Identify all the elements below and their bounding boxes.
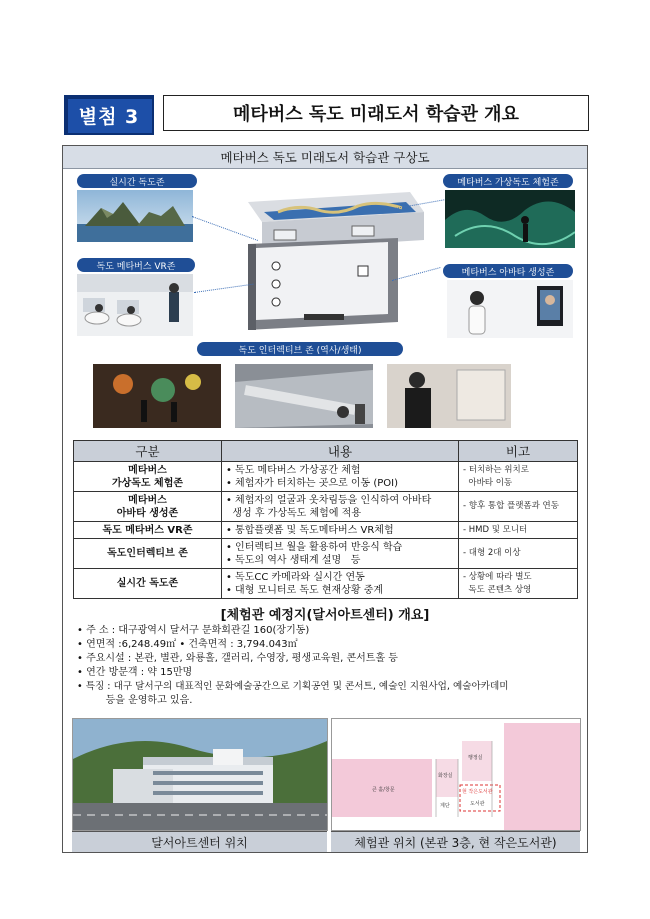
label-avatar-zone: 메타버스 아바타 생성존 (443, 264, 573, 278)
table-row (74, 522, 578, 539)
photo-dokdo-island (77, 190, 193, 242)
svg-text:도서관: 도서관 (470, 801, 485, 807)
table-header-row (74, 441, 578, 462)
zones-table (73, 440, 578, 599)
photo-interactive-wall (93, 364, 221, 428)
photo-visitor (387, 364, 511, 428)
row-note: - 상황에 따라 별도 독도 콘텐츠 상영 (458, 569, 577, 599)
table-row (74, 569, 578, 599)
photo-avatar-creation (447, 280, 573, 338)
table-row (74, 539, 578, 569)
svg-text:행정실: 행정실 (468, 755, 483, 761)
photo-virtual-dokdo (445, 190, 575, 248)
floor-plan-3d (238, 182, 428, 332)
header-note: 비고 (458, 441, 577, 462)
photo-art-center (72, 718, 328, 831)
row-content: • 독도 메타버스 가상공간 체험 • 체험자가 터치하는 곳으로 이동 (POI) (221, 462, 458, 492)
row-note: - 터치하는 위치로 아바타 이동 (458, 462, 577, 492)
header-category: 구분 (74, 441, 222, 462)
label-interactive-zone: 독도 인터렉티브 존 (역사/생태) (197, 342, 403, 356)
caption-art-center: 달서아트센터 위치 (72, 831, 327, 852)
attachment-badge: 별첨 3 (64, 95, 154, 135)
svg-text:계단: 계단 (440, 803, 450, 809)
photo-vr-experience (77, 274, 193, 336)
info-features: • 특징 : 대구 달서구의 대표적인 문화예술공간으로 기획공연 및 콘서트, 예술인 지원사업, 예술아카데미 (77, 681, 509, 692)
info-visitors: • 연간 방문객 : 약 15만명 (77, 667, 193, 678)
venue-title: [체험관 예정지(달서아트센터) 개요] (220, 608, 430, 623)
layout-heading: 메타버스 독도 미래도서 학습관 구상도 (63, 146, 587, 169)
row-category: 독도인터렉티브 존 (74, 539, 222, 569)
row-category: 실시간 독도존 (74, 569, 222, 599)
table-row (74, 462, 578, 492)
table-row (74, 492, 578, 522)
svg-text:화장실: 화장실 (438, 773, 453, 779)
photo-projection-room (235, 364, 373, 428)
page-title: 메타버스 독도 미래도서 학습관 개요 (163, 95, 589, 131)
row-content: • 체험자의 얼굴과 옷차림등을 인식하여 아바타 생성 후 가상독도 체험에 적용 (221, 492, 458, 522)
label-vr-zone: 독도 메타버스 VR존 (77, 258, 195, 272)
row-content: • 독도CC 카메라와 실시간 연동 • 대형 모니터로 독도 현재상황 중계 (221, 569, 458, 599)
svg-text:큰 홀/창문: 큰 홀/창문 (372, 787, 395, 793)
label-realtime-zone: 실시간 독도존 (77, 174, 197, 188)
row-category: 메타버스 아바타 생성존 (74, 492, 222, 522)
venue-info (77, 624, 577, 708)
info-area: • 연면적 :6,248.49㎡ • 건축면적 : 3,794.043㎡ (77, 639, 298, 650)
row-note: - 향후 통합 플랫폼과 연동 (458, 492, 577, 522)
row-content: • 인터렉티브 월을 활용하여 반응식 학습 • 독도의 역사 생태계 설명 등 (221, 539, 458, 569)
row-note: - HMD 및 모니터 (458, 522, 577, 539)
label-virtual-zone: 메타버스 가상독도 체험존 (443, 174, 573, 188)
info-features-cont: 등을 운영하고 있음. (77, 695, 193, 706)
svg-text:현 작은도서관: 현 작은도서관 (462, 789, 493, 795)
row-content: • 통합플랫폼 및 독도메타버스 VR체험 (221, 522, 458, 539)
info-facilities: • 주요시설 : 본관, 별관, 와룡홀, 갤러리, 수영장, 평생교육원, 콘서트홀 등 (77, 653, 398, 664)
content-frame (62, 145, 588, 853)
row-category: 메타버스 가상독도 체험존 (74, 462, 222, 492)
header-content: 내용 (221, 441, 458, 462)
caption-floor-map: 체험관 위치 (본관 3층, 현 작은도서관) (331, 831, 580, 852)
row-category: 독도 메타버스 VR존 (74, 522, 222, 539)
row-note: - 대형 2대 이상 (458, 539, 577, 569)
info-address: • 주 소 : 대구광역시 달서구 문화회관길 160(장기동) (77, 625, 310, 636)
floor-map (331, 718, 581, 831)
